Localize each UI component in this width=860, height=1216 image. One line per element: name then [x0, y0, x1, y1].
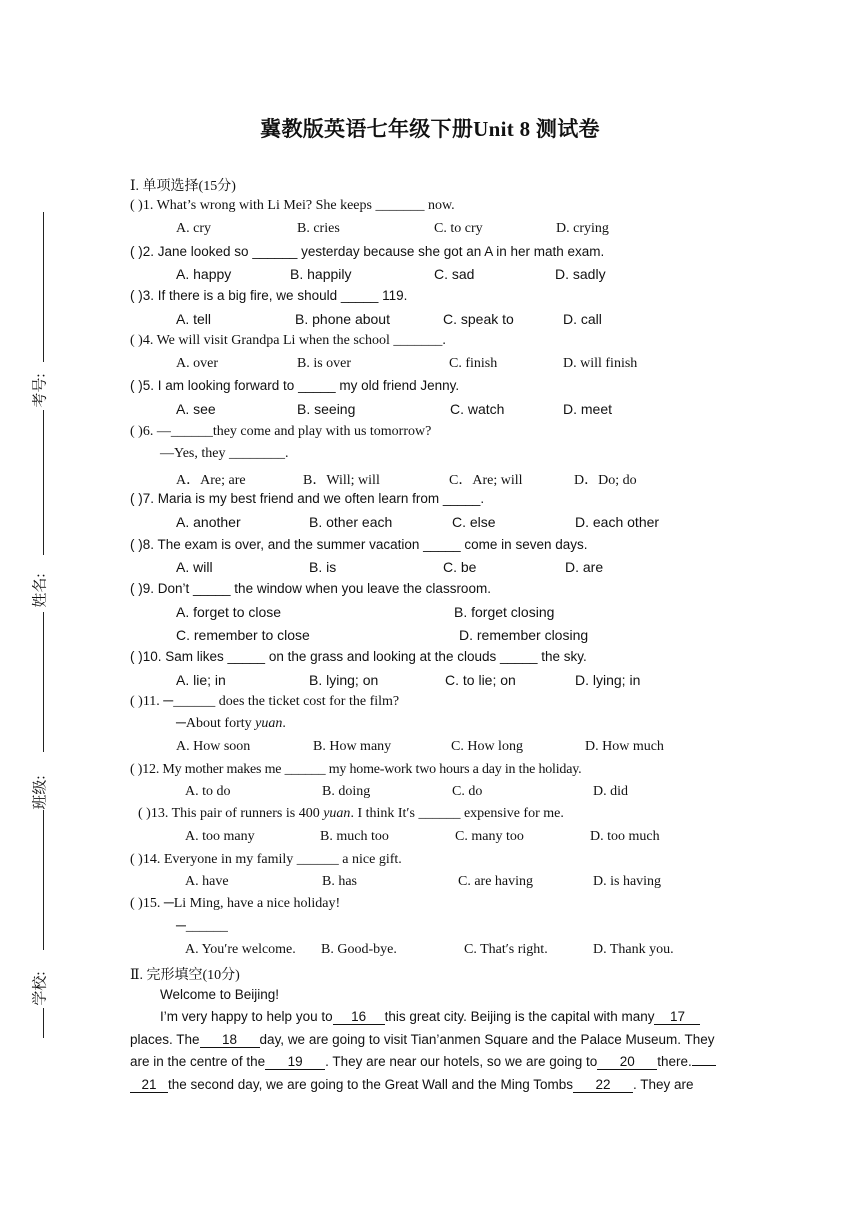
- question-stem: [138, 806, 564, 822]
- option: C. be: [443, 559, 477, 575]
- option: A. You′re welcome.: [185, 942, 296, 957]
- question-stem-reply: —Yes, they ________.: [160, 446, 289, 461]
- passage-text: . They are near our hotels, so we are going to: [325, 1054, 598, 1069]
- option: D. too much: [590, 829, 660, 844]
- option: C. How long: [451, 739, 523, 754]
- option: B. cries: [297, 221, 340, 236]
- passage-text: . They are: [632, 1077, 694, 1092]
- section-heading: Ⅰ. 单项选择(15分): [130, 179, 236, 194]
- reply-italic: yuan: [255, 716, 283, 731]
- question-stem: ( )11. ─______ does the ticket cost for the film?: [130, 694, 400, 709]
- option: D. remember closing: [459, 627, 589, 643]
- passage-line: [130, 1077, 694, 1093]
- option: A. to do: [185, 784, 231, 799]
- option: B. phone about: [295, 311, 390, 327]
- passage-text: there.: [657, 1054, 692, 1069]
- option: D. Thank you.: [593, 942, 674, 957]
- option: B. seeing: [297, 401, 356, 417]
- option: A. over: [176, 356, 218, 371]
- margin-line: [43, 810, 44, 950]
- page-title: 冀教版英语七年级下册Unit 8 测试卷: [260, 117, 600, 141]
- option: A. too many: [185, 829, 255, 844]
- option: C. That′s right.: [464, 942, 548, 957]
- class-label: 班级:: [32, 775, 49, 810]
- margin-line: [43, 612, 44, 752]
- question-stem-reply: [176, 716, 286, 732]
- blank-20[interactable]: 20: [597, 1055, 657, 1070]
- passage-text: day, we are going to visit Tian’anmen Square and the Palace Museum. They: [259, 1032, 715, 1047]
- option: A. have: [185, 874, 229, 889]
- section-heading: Ⅱ. 完形填空(10分): [130, 968, 240, 983]
- blank-19[interactable]: 19: [265, 1055, 325, 1070]
- blank-17[interactable]: 17: [654, 1010, 700, 1025]
- option: A. How soon: [176, 739, 251, 754]
- blank-22[interactable]: 22: [573, 1078, 633, 1093]
- option: A. forget to close: [176, 604, 282, 620]
- option: D. will finish: [563, 356, 638, 371]
- passage-text: I’m very happy to help you to: [160, 1009, 333, 1024]
- option: D. lying; in: [575, 672, 641, 688]
- option: A. lie; in: [176, 672, 226, 688]
- question-stem: ( )2. Jane looked so ______ yesterday because she got an A in her math exam.: [130, 244, 605, 259]
- stem-text: . I think It′s ______ expensive for me.: [350, 806, 564, 821]
- option: C. remember to close: [176, 627, 310, 643]
- option: D. are: [565, 559, 604, 575]
- option: C. speak to: [443, 311, 514, 327]
- option: A. see: [176, 401, 216, 417]
- option: C. do: [452, 784, 483, 799]
- option: A. cry: [176, 221, 211, 236]
- option: A. will: [176, 559, 213, 575]
- passage-line: [130, 1054, 716, 1070]
- option: D．Do; do: [574, 473, 637, 488]
- option: D. meet: [563, 401, 613, 417]
- question-stem: ( )7. Maria is my best friend and we often learn from _____.: [130, 491, 485, 506]
- option: D. How much: [585, 739, 664, 754]
- option: C. to cry: [434, 221, 483, 236]
- question-stem: ( )14. Everyone in my family ______ a nice gift.: [130, 852, 402, 867]
- stem-italic: yuan: [323, 806, 351, 821]
- option: C. finish: [449, 356, 498, 371]
- margin-line: [43, 1008, 44, 1038]
- question-stem: ( )5. I am looking forward to _____ my old friend Jenny.: [130, 378, 460, 393]
- passage-text: are in the centre of the: [130, 1054, 266, 1069]
- option: D. crying: [556, 221, 609, 236]
- passage-text: the second day, we are going to the Great Wall and the Ming Tombs: [168, 1077, 573, 1092]
- stem-text: ( )13. This pair of runners is 400: [138, 806, 324, 821]
- question-stem: ( )1. What’s wrong with Li Mei? She keeps _______ now.: [130, 198, 455, 213]
- option: A. happy: [176, 266, 232, 282]
- option: C. else: [452, 514, 496, 530]
- margin-line: [43, 212, 44, 362]
- option: D. is having: [593, 874, 662, 889]
- school-label: 学校:: [32, 971, 49, 1006]
- option: B. has: [322, 874, 357, 889]
- question-stem: ( )3. If there is a big fire, we should _____ 119.: [130, 288, 408, 303]
- option: B. much too: [320, 829, 389, 844]
- option: C. to lie; on: [445, 672, 516, 688]
- option: B. Good-bye.: [321, 942, 397, 957]
- blank-18[interactable]: 18: [200, 1033, 260, 1048]
- blank-21[interactable]: 21: [130, 1078, 168, 1093]
- option: C. sad: [434, 266, 475, 282]
- option: C. are having: [458, 874, 534, 889]
- option: D. call: [563, 311, 602, 327]
- question-stem: ( )15. ─Li Ming, have a nice holiday!: [130, 896, 341, 911]
- question-stem: ( )8. The exam is over, and the summer vacation _____ come in seven days.: [130, 537, 588, 552]
- passage-text: this great city. Beijing is the capital with many: [384, 1009, 655, 1024]
- option: A．Are; are: [176, 473, 246, 488]
- option: C．Are; will: [449, 473, 523, 488]
- reply-text: ─About forty: [176, 716, 256, 731]
- option: B．Will; will: [303, 473, 380, 488]
- exam-number-label: 考号:: [32, 373, 49, 408]
- name-label: 姓名:: [32, 573, 49, 608]
- question-stem: ( )4. We will visit Grandpa Li when the school _______.: [130, 333, 446, 348]
- option: B. is over: [297, 356, 352, 371]
- option: C. many too: [455, 829, 524, 844]
- option: B. doing: [322, 784, 371, 799]
- passage-text: places. The: [130, 1032, 200, 1047]
- option: B. lying; on: [309, 672, 379, 688]
- margin-line: [43, 410, 44, 555]
- option: B. forget closing: [454, 604, 555, 620]
- option: C. watch: [450, 401, 505, 417]
- question-stem: ( )6. —______they come and play with us tomorrow?: [130, 424, 432, 439]
- question-stem: ( )9. Don’t _____ the window when you leave the classroom.: [130, 581, 491, 596]
- option: B. How many: [313, 739, 392, 754]
- passage-title: Welcome to Beijing!: [160, 987, 280, 1002]
- option: B. happily: [290, 266, 352, 282]
- passage-line: [130, 1032, 715, 1048]
- blank-trailing: [692, 1065, 716, 1066]
- question-stem: ( )12. My mother makes me ______ my home-work two hours a day in the holiday.: [130, 762, 582, 777]
- option: A. tell: [176, 311, 212, 327]
- option: D. each other: [575, 514, 660, 530]
- option: B. is: [309, 559, 337, 575]
- blank-16[interactable]: 16: [333, 1010, 385, 1025]
- question-stem-reply: ─______: [176, 919, 228, 934]
- passage-line: [160, 1009, 700, 1025]
- option: A. another: [176, 514, 241, 530]
- option: D. sadly: [555, 266, 606, 282]
- reply-punct: .: [282, 716, 286, 731]
- option: B. other each: [309, 514, 393, 530]
- option: D. did: [593, 784, 628, 799]
- question-stem: ( )10. Sam likes _____ on the grass and looking at the clouds _____ the sky.: [130, 649, 587, 664]
